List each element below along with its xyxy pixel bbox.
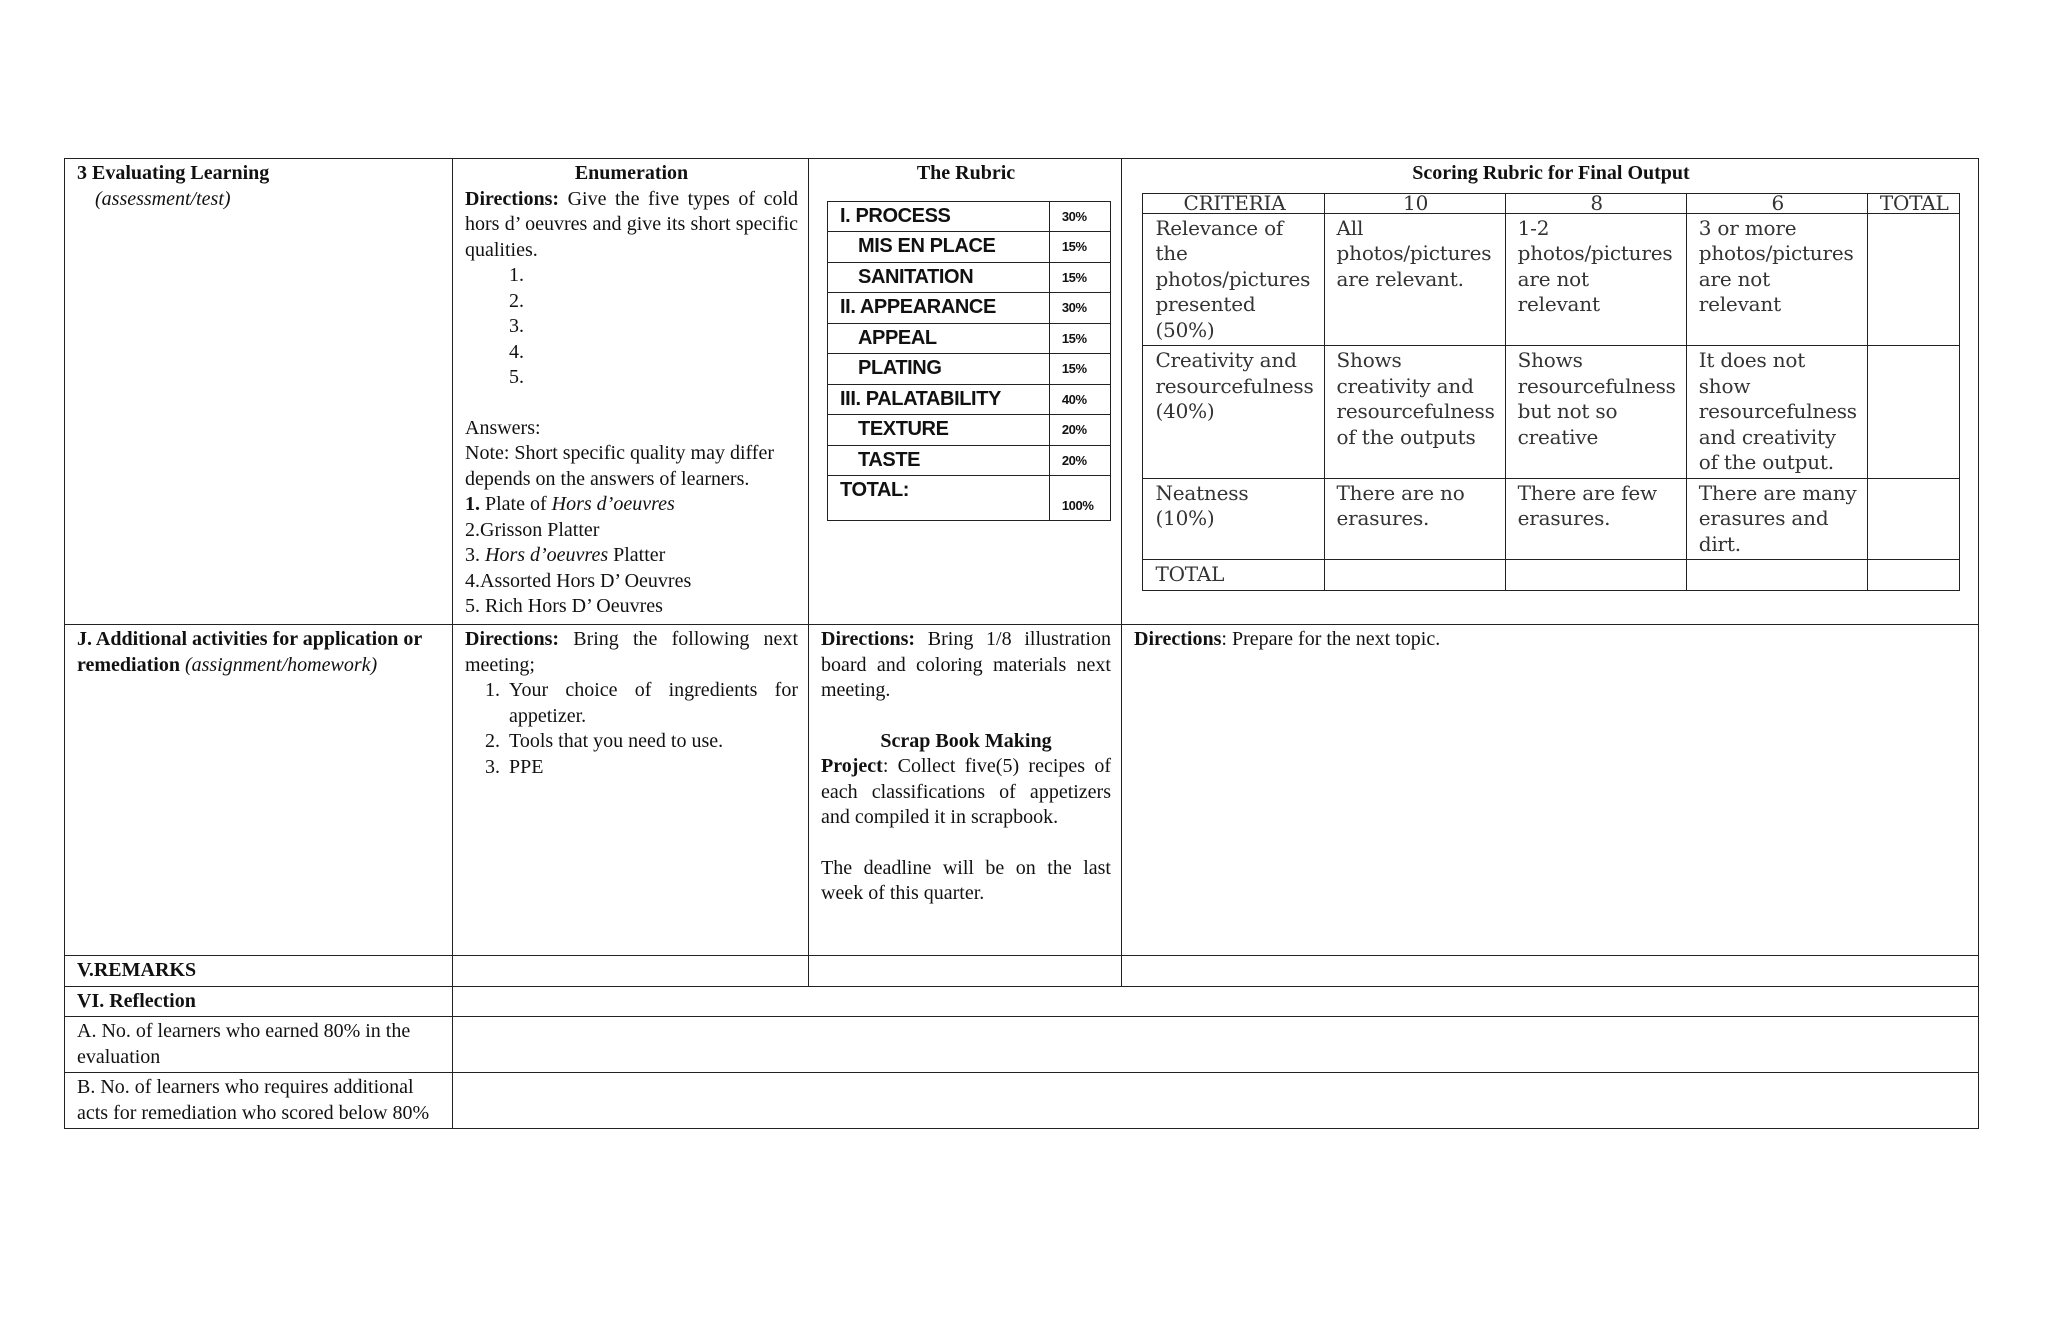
scoring-cell [1867,478,1959,560]
scoring-cell [1867,346,1959,479]
list-item: 2. Tools that you need to use. [505,729,798,755]
lesson-plan-page [64,158,1978,1129]
rubric-heading: The Rubric [916,162,1016,184]
remarks-label: V.REMARKS [65,956,453,987]
directions-label: Directions: [465,187,560,210]
scoring-rubric-cell [1122,159,1979,625]
assignment-directions [465,627,798,678]
scoring-row [1143,478,1959,560]
scoring-cell: It does not show resourcefulness and creativity of the output. [1686,346,1867,479]
scoring-row [1143,560,1959,591]
rubric-total-row [828,476,1111,521]
evaluating-learning-label-cell [65,159,453,625]
scoring-cell: There are no erasures. [1324,478,1505,560]
rubric-percentage: 20% [1049,415,1110,446]
evaluating-learning-subtitle: (assessment/test) [95,187,231,210]
rubric-row [828,354,1111,385]
rubric-percentage: 20% [1049,445,1110,476]
rubric-percentage: 15% [1049,232,1110,263]
learners-a-cell [453,1017,1979,1073]
rubric-row [828,262,1111,293]
scoring-header-cell: 10 [1324,193,1505,213]
rubric-percentage: 15% [1049,323,1110,354]
scoring-cell: TOTAL [1143,560,1324,591]
remarks-cell [809,956,1122,987]
scoring-header-cell: CRITERIA [1143,193,1324,213]
scoring-row [1143,213,1959,346]
additional-activities-title: J. Additional activities for application or remediation [77,628,422,676]
project-description [821,754,1111,831]
list-item: 3. PPE [505,755,798,781]
scoring-cell: There are few erasures. [1505,478,1686,560]
answer-3 [465,543,798,569]
rubric-percentage: 15% [1049,262,1110,293]
rubric-row [828,201,1111,232]
enumeration-cell [453,159,809,625]
rubric-criterion: TASTE [828,445,1050,476]
process-rubric-table [827,201,1111,522]
enumeration-number: 3. [509,315,524,337]
remarks-cell [1122,956,1979,987]
learners-b-row [65,1073,1979,1129]
answer-4: 4.Assorted Hors D’ Oeuvres [465,569,692,592]
rubric-row [828,415,1111,446]
enumeration-heading: Enumeration [574,162,689,184]
scoring-cell: Relevance of the photos/pictures presented (50%) [1143,213,1324,346]
answer-1 [465,492,798,518]
rubric-row [828,293,1111,324]
answer-3-text: Platter [608,544,666,566]
scoring-rubric-table [1142,190,1959,591]
next-topic-directions [1134,627,1968,653]
scoring-rubric-heading: Scoring Rubric for Final Output [1412,162,1690,184]
answer-1-text: Plate of [480,493,552,515]
project-deadline: The deadline will be on the last week of this quarter. [821,856,1111,904]
learners-a-label: A. No. of learners who earned 80% in the evaluation [65,1017,453,1073]
scoring-header-cell: 6 [1686,193,1867,213]
next-topic-cell [1122,625,1979,956]
scoring-cell [1867,213,1959,346]
enumeration-number: 4. [509,340,524,363]
rubric-row [828,384,1111,415]
evaluating-learning-title: 3 Evaluating Learning [77,162,270,184]
answers-note: Note: Short specific quality may differ depends on the answers of learners. [465,442,774,490]
scoring-header-row [1143,193,1959,213]
rubric-percentage: 40% [1049,384,1110,415]
scoring-cell [1505,560,1686,591]
rubric-criterion: MIS EN PLACE [828,232,1050,263]
directions-label: Directions: [465,628,560,650]
project-directions [821,627,1111,704]
project-heading: Scrap Book Making [880,729,1052,752]
project-label: Project [821,755,883,777]
scoring-cell: 3 or more photos/pictures are not relevant [1686,213,1867,346]
scoring-cell [1324,560,1505,591]
reflection-row [65,986,1979,1017]
lesson-plan-table [64,158,1979,1129]
scoring-cell [1686,560,1867,591]
scoring-header-cell: 8 [1505,193,1686,213]
assignment-cell [453,625,809,956]
enumeration-number-list [465,263,798,391]
learners-a-row [65,1017,1979,1073]
scoring-row [1143,346,1959,479]
answer-3-number: 3. [465,544,485,566]
additional-activities-label-cell [65,625,453,956]
enumeration-directions [465,187,798,264]
enumeration-number: 1. [509,264,524,286]
answer-2: 2.Grisson Platter [465,518,600,541]
rubric-criterion: III. PALATABILITY [828,384,1050,415]
rubric-criterion: I. PROCESS [828,201,1050,232]
scoring-header-cell: TOTAL [1867,193,1959,213]
additional-activities-row [65,625,1979,956]
directions-label: Directions: [821,628,916,650]
rubric-criterion: APPEAL [828,323,1050,354]
scoring-cell: All photos/pictures are relevant. [1324,213,1505,346]
answer-1-number: 1. [465,493,480,515]
list-item: 1. Your choice of ingredients for appetizer. [505,678,798,729]
answer-5: 5. Rich Hors D’ Oeuvres [465,595,663,617]
rubric-row [828,232,1111,263]
project-cell [809,625,1122,956]
rubric-percentage: 30% [1049,293,1110,324]
scoring-cell: Creativity and resourcefulness (40%) [1143,346,1324,479]
reflection-cell [453,986,1979,1017]
rubric-criterion: TEXTURE [828,415,1050,446]
directions-label: Directions [1134,628,1222,650]
rubric-row [828,323,1111,354]
rubric-row [828,445,1111,476]
rubric-criterion: II. APPEARANCE [828,293,1050,324]
learners-b-cell [453,1073,1979,1129]
rubric-criterion: SANITATION [828,262,1050,293]
rubric-total-percentage: 100% [1049,476,1110,521]
rubric-total-label: TOTAL: [828,476,1050,521]
scoring-cell: Neatness (10%) [1143,478,1324,560]
scoring-cell: Shows creativity and resourcefulness of the outputs [1324,346,1505,479]
remarks-row [65,956,1979,987]
answer-3-italic: Hors d’oeuvres [485,544,609,566]
rubric-criterion: PLATING [828,354,1050,385]
directions-text: Bring the following next meeting; [465,628,798,676]
additional-activities-subtitle: (assignment/homework) [184,653,378,676]
enumeration-number: 2. [509,289,524,312]
enumeration-number: 5. [509,366,524,388]
scoring-cell: 1-2 photos/pictures are not relevant [1505,213,1686,346]
rubric-percentage: 15% [1049,354,1110,385]
learners-b-label: B. No. of learners who requires additional acts for remediation who scored below 80% [65,1073,453,1129]
directions-text: Bring 1/8 illustration board and coloring materials next meeting. [821,628,1111,701]
rubric-percentage: 30% [1049,201,1110,232]
project-text: : Collect five(5) recipes of each classifications of appetizers and compiled it in scrapbook. [821,755,1111,828]
directions-text: Give the five types of cold hors d’ oeuvres and give its short specific qualities. [465,187,798,261]
rubric-cell [809,159,1122,625]
scoring-cell [1867,560,1959,591]
directions-text: : Prepare for the next topic. [1221,628,1441,650]
remarks-cell [453,956,809,987]
evaluating-learning-row [65,159,1979,625]
answers-label: Answers: [465,416,541,439]
assignment-item-list [465,678,798,780]
reflection-label: VI. Reflection [65,986,453,1017]
scoring-cell: There are many erasures and dirt. [1686,478,1867,560]
answer-1-italic: Hors d’oeuvres [551,493,675,515]
scoring-cell: Shows resourcefulness but not so creative [1505,346,1686,479]
